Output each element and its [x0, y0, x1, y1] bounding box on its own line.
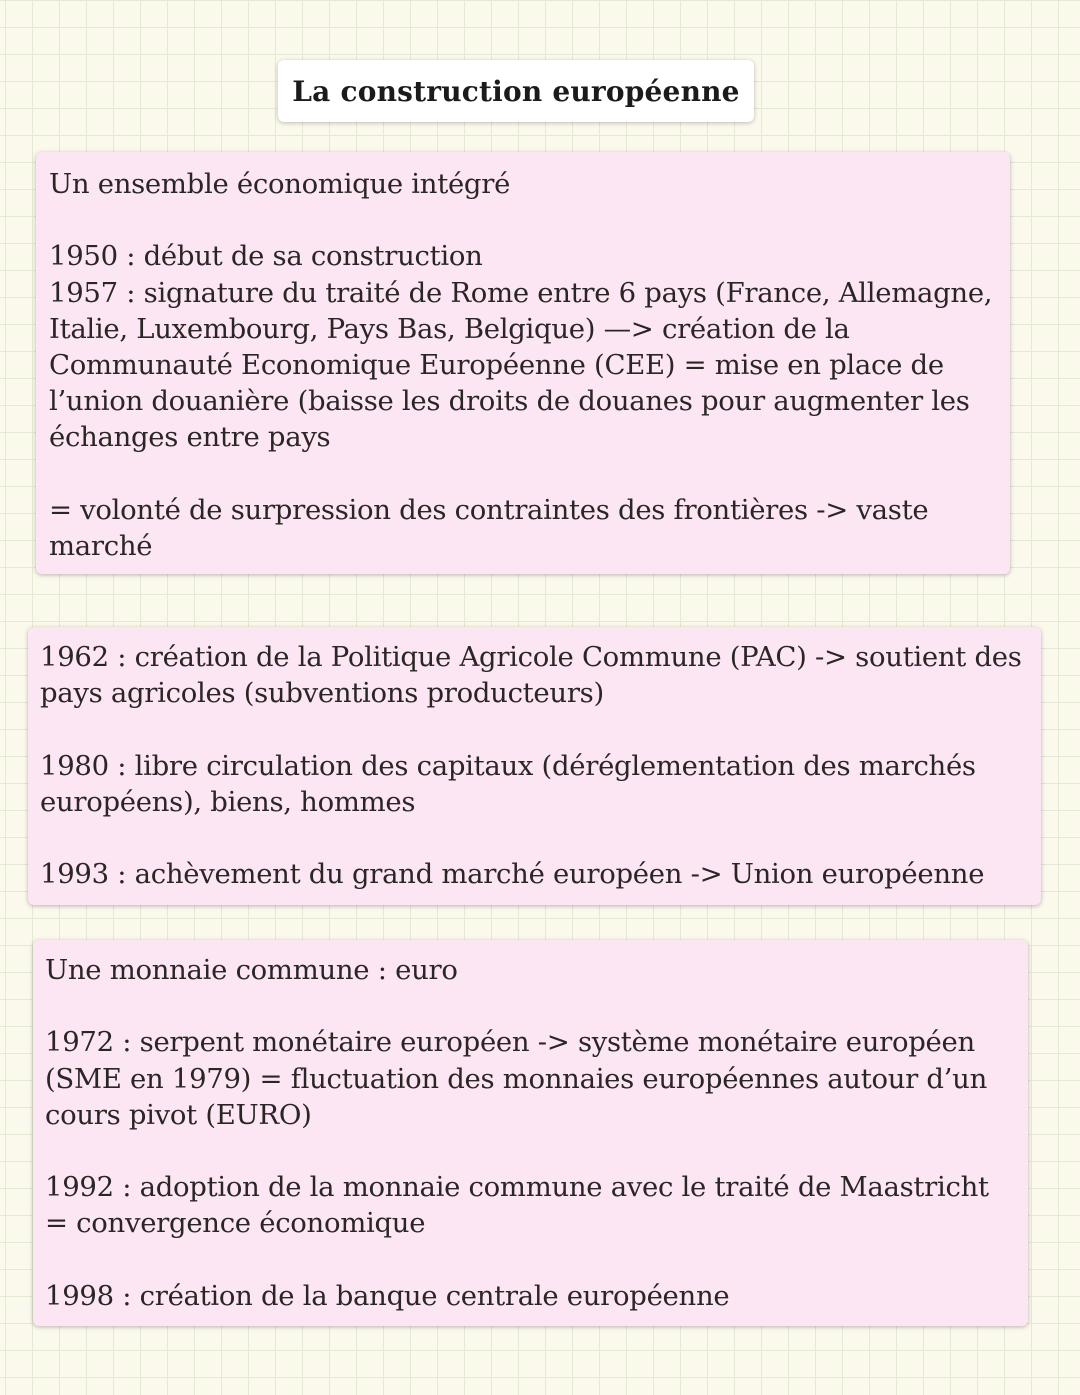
entry-1972: 1972 : serpent monétaire européen -> système monétaire européen (SME en 1979) = fluctuation des monnaies européennes autour d’un cours pivot (EURO) — [45, 1026, 987, 1131]
entry-1962: 1962 : création de la Politique Agricole Commune (PAC) -> soutient des pays agricoles (subventions producteurs) — [40, 641, 1022, 710]
spacer — [49, 456, 998, 492]
spacer — [49, 202, 998, 238]
spacer — [40, 820, 1031, 856]
entry-1957: 1957 : signature du traité de Rome entre 6 pays (France, Allemagne, Italie, Luxembourg, Pays Bas, Belgique) —> création de la Communauté Economique Européenne (CEE) = mise en place de l’union douanière (baisse les droits de douanes pour augmenter les échanges entre pays — [49, 276, 993, 454]
spacer — [45, 1242, 1016, 1278]
page-title: La construction européenne — [292, 74, 740, 108]
entry-1993: 1993 : achèvement du grand marché européen -> Union européenne — [40, 858, 985, 891]
section-heading: Un ensemble économique intégré — [49, 168, 511, 200]
section-common-currency — [33, 940, 1028, 1326]
entry-1998: 1998 : création de la banque centrale européenne — [45, 1279, 730, 1312]
entry-1992: 1992 : adoption de la monnaie commune avec le traité de Maastricht = convergence économique — [45, 1171, 989, 1240]
spacer — [45, 988, 1016, 1024]
entry-1950: 1950 : début de sa construction — [49, 240, 483, 273]
section-conclusion: = volonté de surpression des contraintes des frontières -> vaste marché — [49, 493, 929, 562]
entry-1980: 1980 : libre circulation des capitaux (déréglementation des marchés européens), biens, hommes — [40, 749, 976, 818]
section-heading: Une monnaie commune : euro — [45, 954, 458, 986]
title-card — [278, 60, 754, 122]
spacer — [40, 711, 1031, 747]
section-integrated-economy — [36, 152, 1010, 574]
section-common-market — [28, 627, 1041, 905]
spacer — [45, 1133, 1016, 1169]
